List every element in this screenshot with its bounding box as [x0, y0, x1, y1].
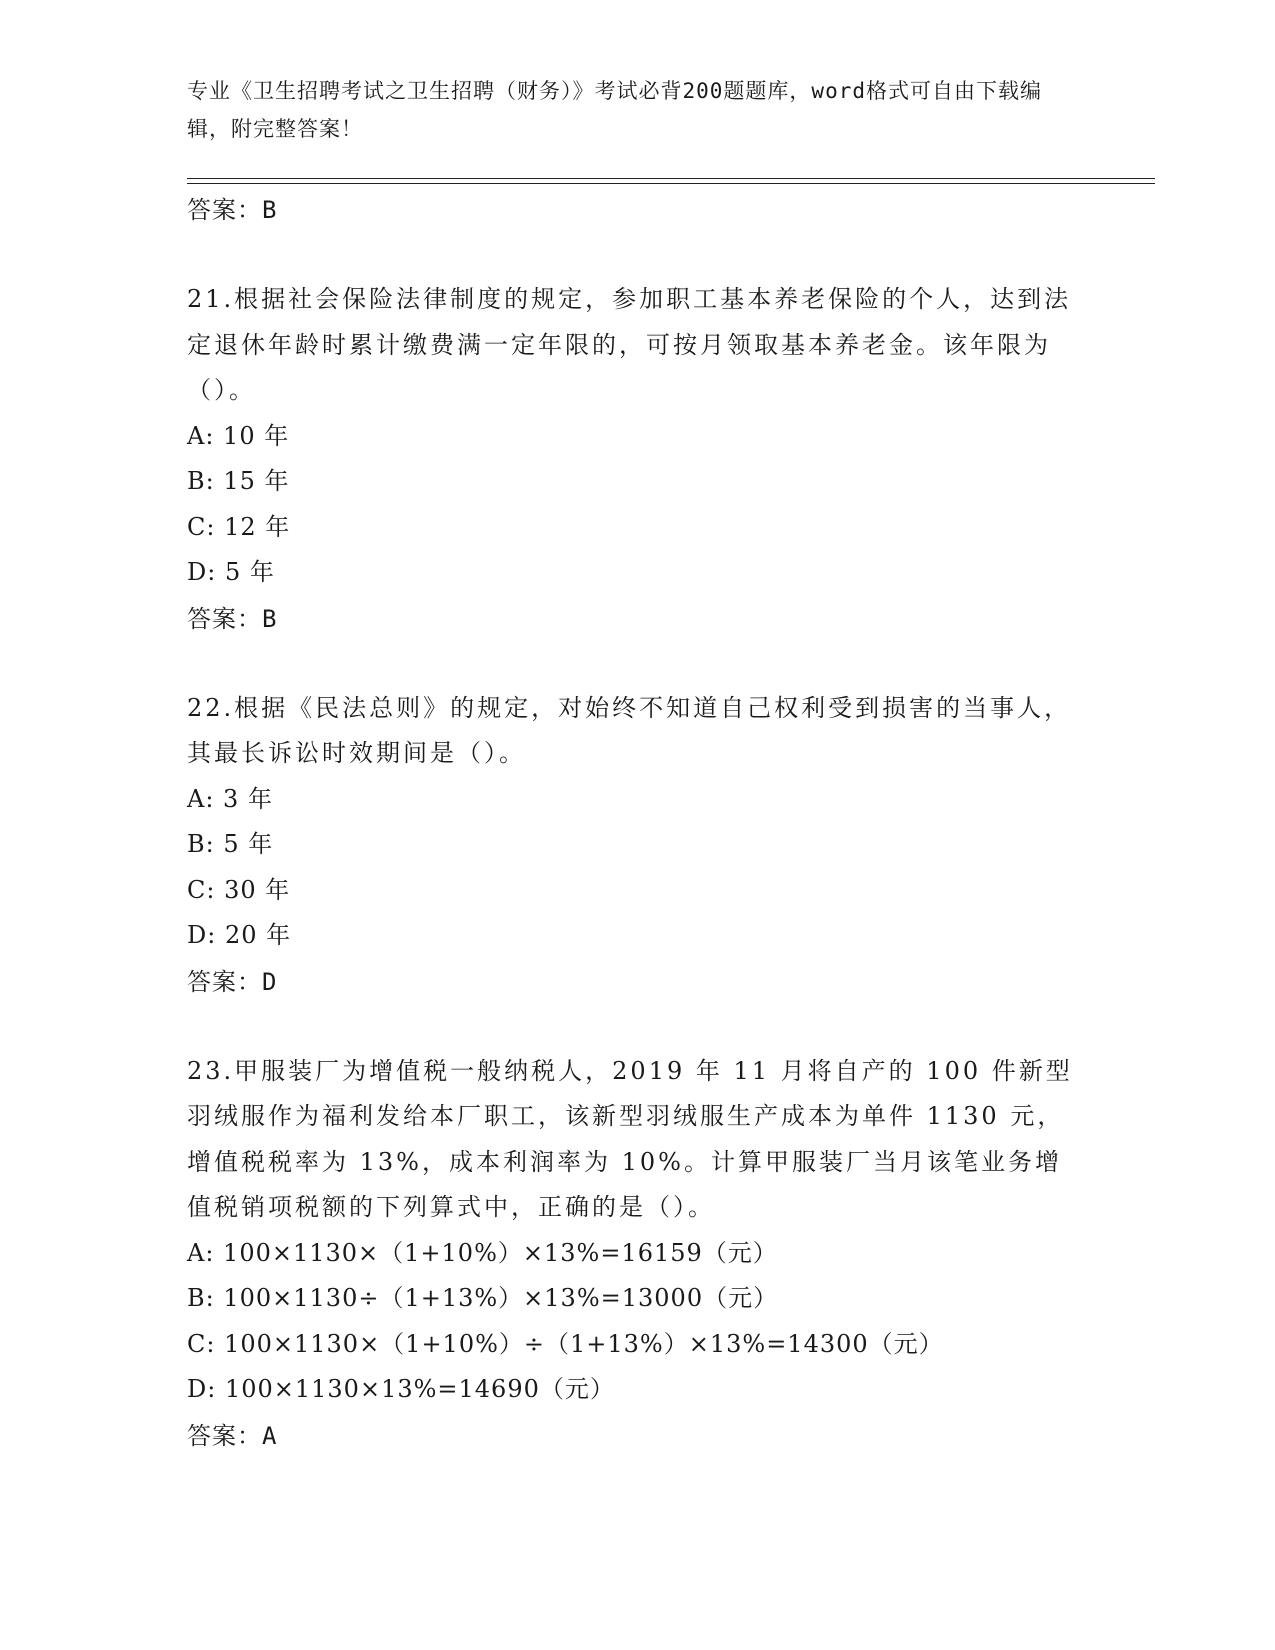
question-23	[187, 1049, 1087, 1459]
option-b: B: 100×1130÷（1+13%）×13%=13000（元）	[187, 1284, 779, 1312]
question-text: 21.根据社会保险法律制度的规定，参加职工基本养老保险的个人，达到法定退休年龄时累计缴费满一定年限的，可按月领取基本养老金。该年限为（）。	[187, 285, 1072, 404]
option-b: B: 5 年	[187, 830, 274, 858]
header-rule-bottom	[187, 183, 1155, 184]
document-body	[187, 187, 1087, 1459]
option-c: C: 12 年	[187, 512, 291, 541]
header-rule-top	[187, 178, 1155, 179]
option-a: A: 100×1130×（1+10%）×13%=16159（元）	[187, 1238, 778, 1267]
previous-answer: 答案：B	[187, 196, 278, 224]
option-c: C: 30 年	[187, 875, 291, 904]
question-text: 23.甲服装厂为增值税一般纳税人，2019 年 11 月将自产的 100 件新型羽绒服作为福利发给本厂职工，该新型羽绒服生产成本为单件 1130 元，增值税税率为 13%，成本利润率为 10%。计算甲服装厂当月该笔业务增值税销项税额的下列算式中，正确的是（）。	[187, 1056, 1073, 1221]
spacer	[187, 233, 1087, 277]
spacer	[187, 642, 1087, 686]
option-d: D: 20 年	[187, 921, 292, 949]
option-c: C: 100×1130×（1+10%）÷（1+13%）×13%=14300（元）	[187, 1329, 944, 1358]
answer: 答案：A	[187, 1421, 278, 1450]
option-b: B: 15 年	[187, 467, 290, 495]
question-22	[187, 686, 1087, 1005]
answer: 答案：D	[187, 967, 278, 996]
option-a: A: 3 年	[187, 784, 273, 813]
question-text: 22.根据《民法总则》的规定，对始终不知道自己权利受到损害的当事人，其最长诉讼时效期间是（）。	[187, 693, 1072, 767]
option-a: A: 10 年	[187, 421, 290, 450]
option-d: D: 5 年	[187, 558, 275, 586]
document-header: 专业《卫生招聘考试之卫生招聘（财务）》考试必背200题题库，word格式可自由下载编辑，附完整答案！	[187, 79, 1042, 141]
answer: 答案：B	[187, 604, 278, 633]
option-d: D: 100×1130×13%=14690（元）	[187, 1375, 615, 1403]
question-21	[187, 277, 1087, 642]
spacer	[187, 1005, 1087, 1049]
